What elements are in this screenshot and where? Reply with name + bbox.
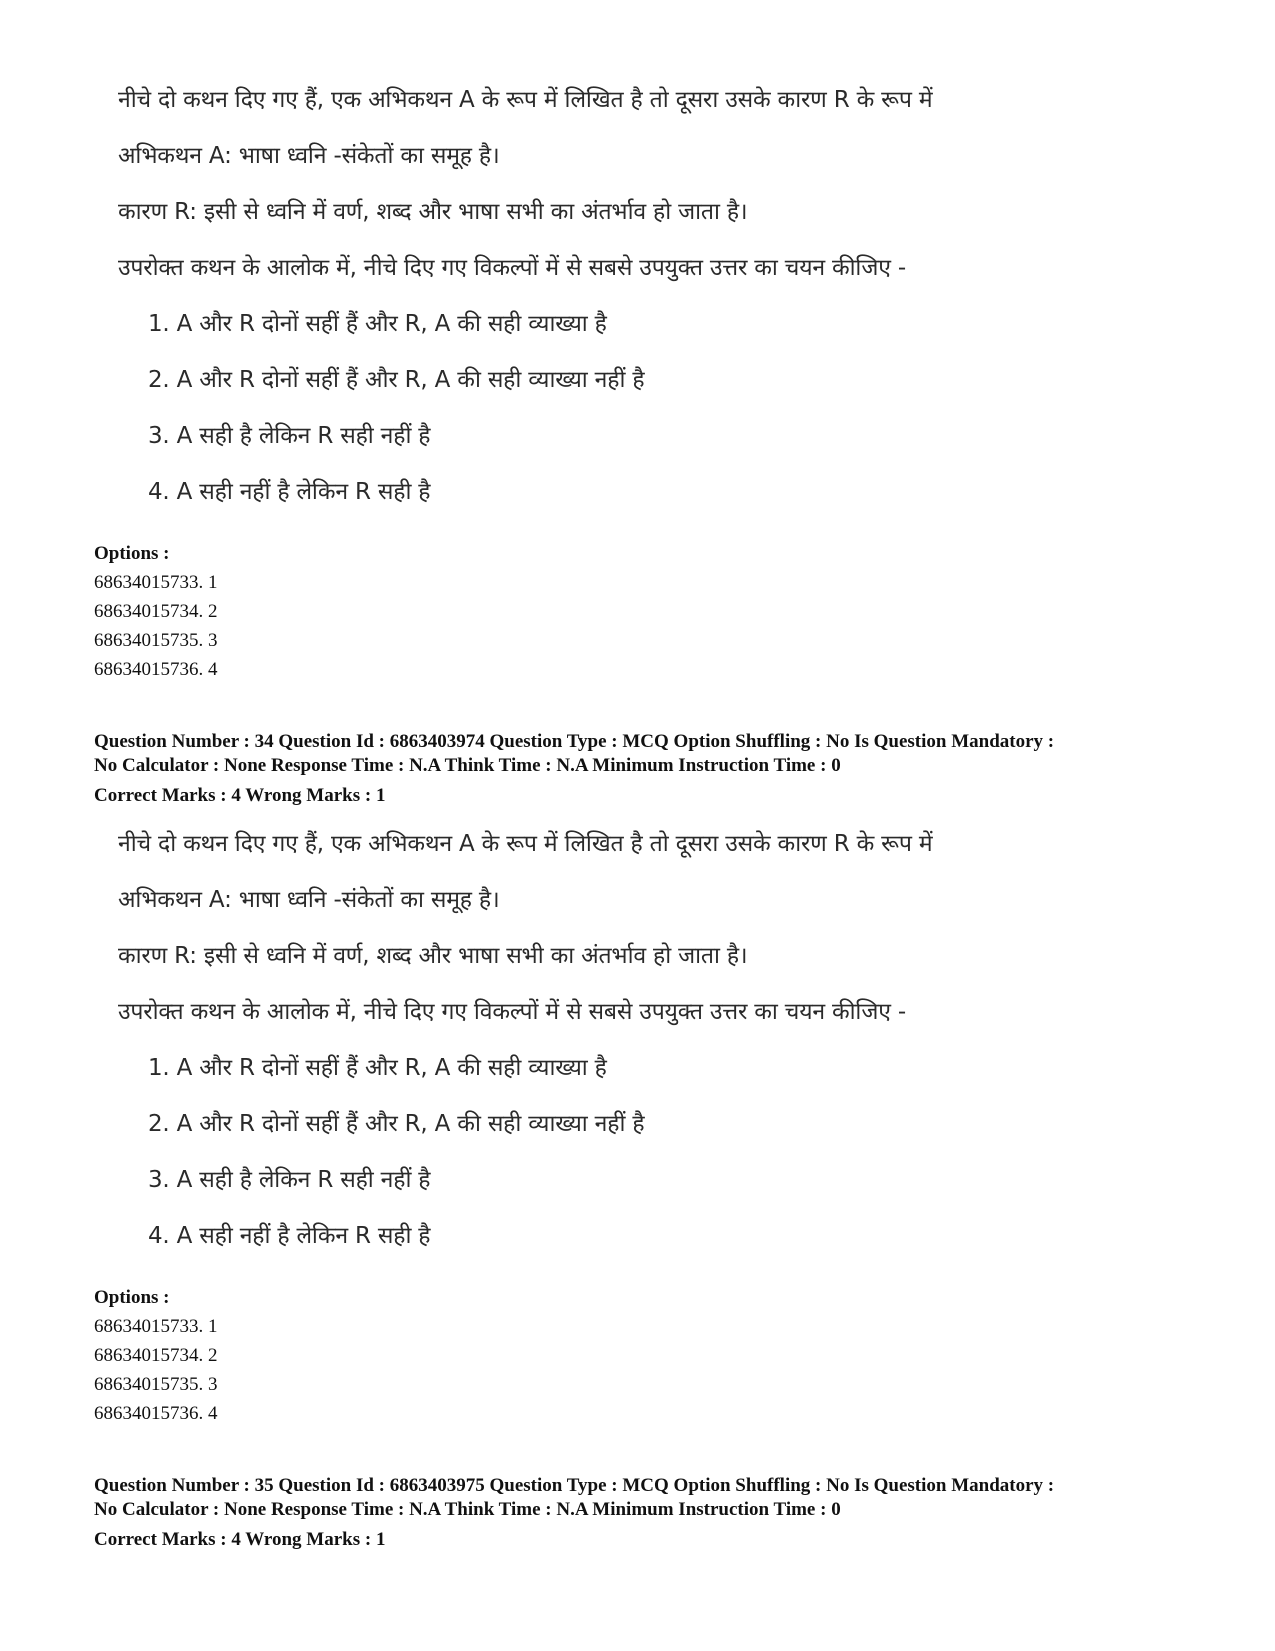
question-image-2 [118,822,1158,1270]
option-item: 68634015736. 4 [94,659,218,680]
options-list-1 [94,539,694,684]
question-choice-1: 1. A और R दोनों सहीं हैं और R, A की सही व्याख्या है [148,311,607,337]
question-choice-3: 3. A सही है लेकिन R सही नहीं है [148,423,431,449]
question-meta-35 [94,1474,1254,1552]
question-meta-34 [94,730,1254,808]
question-choice-4: 4. A सही नहीं है लेकिन R सही है [148,479,431,505]
question-choice-4: 4. A सही नहीं है लेकिन R सही है [148,1223,431,1249]
question-choice-3: 3. A सही है लेकिन R सही नहीं है [148,1167,431,1193]
question-meta-line-2: No Calculator : None Response Time : N.A Think Time : N.A Minimum Instruction Time : 0 [94,1499,841,1520]
question-instruction: उपरोक्त कथन के आलोक में, नीचे दिए गए विकल्पों में से सबसे उपयुक्त उत्तर का चयन कीजिए - [118,255,906,281]
options-heading: Options : [94,1287,170,1308]
question-choice-1: 1. A और R दोनों सहीं हैं और R, A की सही व्याख्या है [148,1055,607,1081]
question-assertion: अभिकथन A: भाषा ध्वनि -संकेतों का समूह है। [118,143,500,169]
option-item: 68634015734. 2 [94,601,218,622]
question-intro: नीचे दो कथन दिए गए हैं, एक अभिकथन A के रूप में लिखित है तो दूसरा उसके कारण R के रूप में [118,87,933,113]
question-reason: कारण R: इसी से ध्वनि में वर्ण, शब्द और भाषा सभी का अंतर्भाव हो जाता है। [118,199,748,225]
options-heading: Options : [94,543,170,564]
question-instruction: उपरोक्त कथन के आलोक में, नीचे दिए गए विकल्पों में से सबसे उपयुक्त उत्तर का चयन कीजिए - [118,999,906,1025]
option-item: 68634015734. 2 [94,1345,218,1366]
option-item: 68634015735. 3 [94,1374,218,1395]
question-reason: कारण R: इसी से ध्वनि में वर्ण, शब्द और भाषा सभी का अंतर्भाव हो जाता है। [118,943,748,969]
question-marks: Correct Marks : 4 Wrong Marks : 1 [94,1529,386,1550]
question-meta-line-1: Question Number : 34 Question Id : 6863403974 Question Type : MCQ Option Shuffling : No Is Question Mandatory : [94,731,1055,752]
option-item: 68634015736. 4 [94,1403,218,1424]
question-choice-2: 2. A और R दोनों सहीं हैं और R, A की सही व्याख्या नहीं है [148,1111,645,1137]
question-meta-line-2: No Calculator : None Response Time : N.A Think Time : N.A Minimum Instruction Time : 0 [94,755,841,776]
option-item: 68634015735. 3 [94,630,218,651]
question-image-1 [118,78,1158,526]
question-assertion: अभिकथन A: भाषा ध्वनि -संकेतों का समूह है। [118,887,500,913]
question-intro: नीचे दो कथन दिए गए हैं, एक अभिकथन A के रूप में लिखित है तो दूसरा उसके कारण R के रूप में [118,831,933,857]
question-meta-line-1: Question Number : 35 Question Id : 6863403975 Question Type : MCQ Option Shuffling : No Is Question Mandatory : [94,1475,1055,1496]
question-choice-2: 2. A और R दोनों सहीं हैं और R, A की सही व्याख्या नहीं है [148,367,645,393]
option-item: 68634015733. 1 [94,1316,218,1337]
question-marks: Correct Marks : 4 Wrong Marks : 1 [94,785,386,806]
option-item: 68634015733. 1 [94,572,218,593]
options-list-2 [94,1283,694,1428]
